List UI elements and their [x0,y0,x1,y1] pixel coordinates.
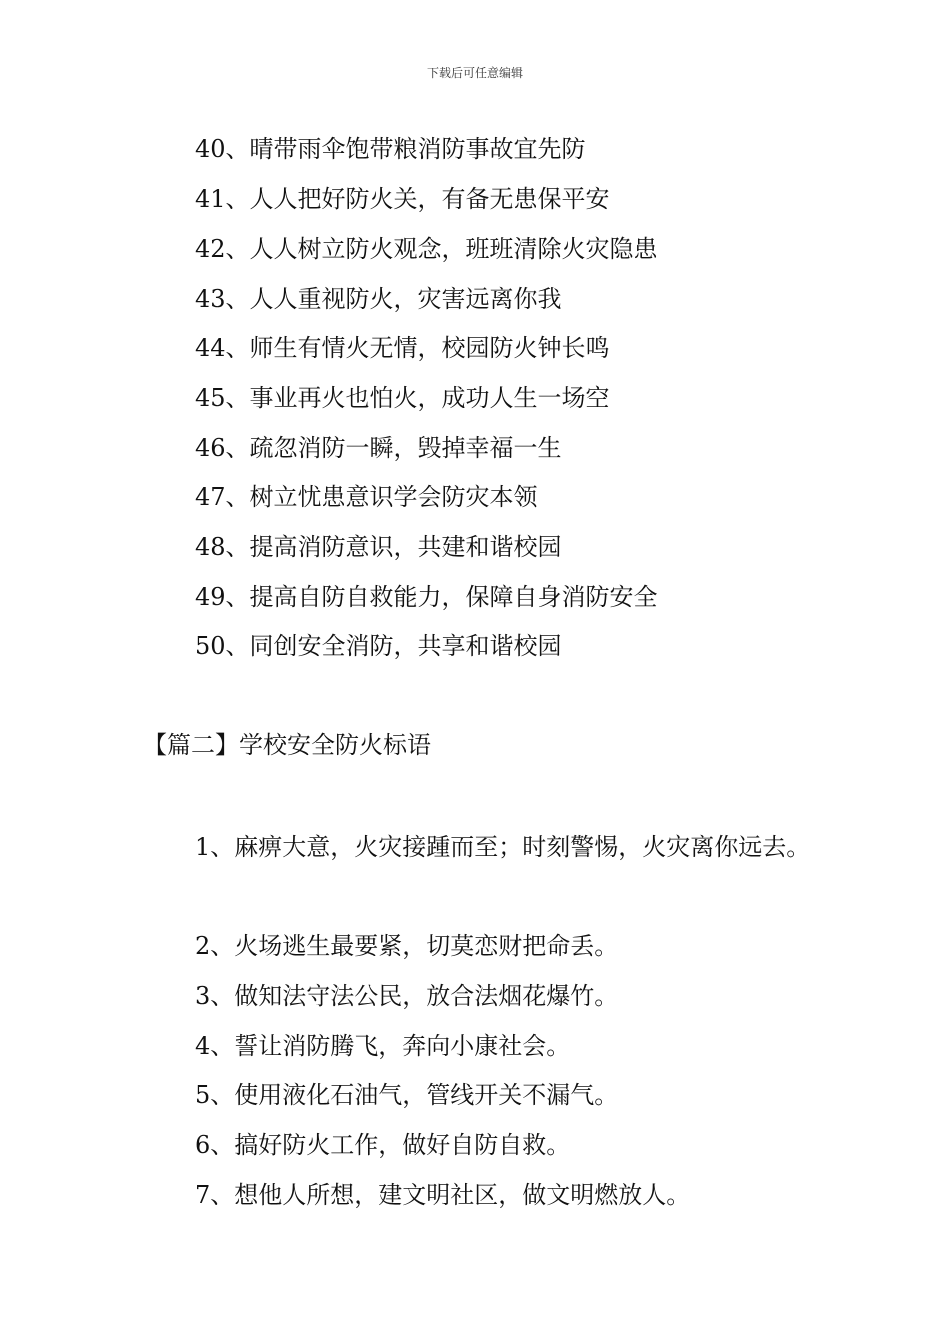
slogan-line: 45、事业再火也怕火，成功人生一场空 [195,384,610,412]
slogan-line: 49、提高自防自救能力，保障自身消防安全 [195,583,658,611]
slogan-line: 46、疏忽消防一瞬，毁掉幸福一生 [195,434,562,462]
slogan-line: 40、晴带雨伞饱带粮消防事故宜先防 [195,135,586,163]
slogan-paragraph: 2、火场逃生最要紧，切莫恋财把命丢。 [195,932,619,960]
slogan-line: 41、人人把好防火关，有备无患保平安 [195,185,610,213]
slogan-paragraph: 7、想他人所想，建文明社区，做文明燃放人。 [195,1181,691,1209]
slogan-paragraph: 5、使用液化石油气，管线开关不漏气。 [195,1081,619,1109]
slogan-paragraph: 1、麻痹大意，火灾接踵而至；时刻警惕，火灾离你远去。 [195,833,811,861]
page-header: 下载后可任意编辑 [426,66,523,80]
slogan-line: 44、师生有情火无情，校园防火钟长鸣 [195,334,610,362]
slogan-paragraph: 4、誓让消防腾飞，奔向小康社会。 [195,1032,571,1060]
slogan-line: 43、人人重视防火，灾害远离你我 [195,285,562,313]
slogan-line: 48、提高消防意识，共建和谐校园 [195,533,562,561]
slogan-line: 50、同创安全消防，共享和谐校园 [195,632,562,660]
slogan-line: 47、树立忧患意识学会防灾本领 [195,483,538,511]
slogan-paragraph: 6、搞好防火工作，做好自防自救。 [195,1131,571,1159]
section-title: 【篇二】学校安全防火标语 [143,731,431,759]
slogan-paragraph: 3、做知法守法公民，放合法烟花爆竹。 [195,982,619,1010]
slogan-line: 42、人人树立防火观念，班班清除火灾隐患 [195,235,658,263]
